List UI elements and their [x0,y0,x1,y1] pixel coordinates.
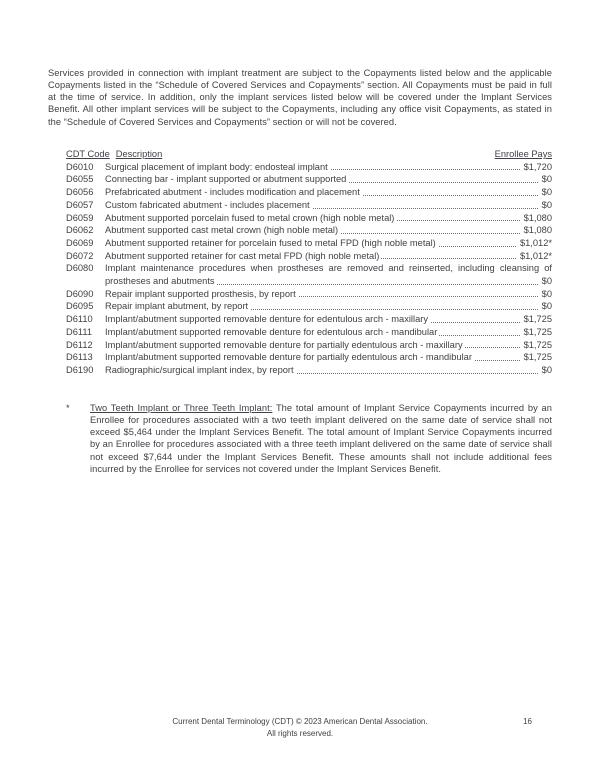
copyright-line2: All rights reserved. [266,728,334,738]
column-header-enrollee-pays: Enrollee Pays [494,149,552,159]
table-row [66,212,552,225]
row-amount: $0 [539,300,552,313]
row-amount: $1,012* [517,237,552,250]
cdt-code: D6190 [66,364,94,375]
row-amount: $0 [539,364,552,377]
row-description: Prefabricated abutment - includes modification and placement [105,187,360,198]
table-row [66,313,552,326]
column-header-cdt-code: CDT Code [66,149,110,159]
table-row [66,250,552,263]
row-description: Implant/abutment supported removable denture for edentulous arch - maxillary [105,314,428,325]
footnote-paragraph [90,402,552,475]
cdt-code: D6055 [66,174,94,185]
cdt-code: D6056 [66,187,94,198]
row-description: Implant/abutment supported removable denture for edentulous arch - mandibular [105,326,438,337]
page-number: 16 [523,717,532,726]
row-amount: $0 [539,288,552,301]
column-header-description: Description [115,149,163,159]
footnote-asterisk-marker: * [66,403,70,413]
row-amount: $0 [539,186,552,199]
table-header-row [66,148,552,161]
table-row [66,288,552,301]
copyright-line1: Current Dental Terminology (CDT) © 2023 American Dental Association. [172,717,428,726]
row-amount: $1,080 [521,224,552,237]
header-spacer [162,148,494,161]
cdt-code: D6059 [66,212,94,223]
row-amount: $1,725 [521,351,552,364]
cdt-code: D6111 [66,326,93,337]
cdt-code: D6010 [66,161,94,172]
row-amount: $0 [539,275,552,288]
table-row [66,339,552,352]
row-description: Radiographic/surgical implant index, by report [105,364,294,375]
table-row [66,224,552,237]
cdt-code: D6113 [66,352,93,363]
row-amount: $1,012* [517,250,552,263]
row-description: Implant maintenance procedures when prostheses are removed and reinserted, including cleansing of prostheses and abutments [105,263,552,287]
table-row [66,237,552,250]
table-row [66,300,552,313]
row-description: Repair implant supported prosthesis, by report [105,288,296,299]
footnote [66,402,552,475]
row-description: Implant/abutment supported removable denture for partially edentulous arch - mandibular [105,352,472,363]
row-amount: $0 [539,173,552,186]
row-amount: $0 [539,199,552,212]
row-description: Connecting bar - implant supported or abutment supported [105,174,347,185]
cdt-code: D6090 [66,288,94,299]
table-rows [66,161,552,377]
page-footer [0,716,600,740]
row-description: Surgical placement of implant body: endosteal implant [105,161,328,172]
footnote-body-text: The total amount of Implant Service Copayments incurred by an Enrollee for procedures associated with a two teeth implant delivered on the same date of service shall not exceed $5,464 under the Implant Services Benefit. The total amount of Implant Service Copayments incurred by an Enrollee for procedures associated with a three teeth implant delivered on the same date of service shall not exceed $7,644 under the Implant Services Benefit. These amounts shall not include additional fees incurred by the Enrollee for services not covered under the Implant Services Benefit. [90,403,552,474]
table-row [66,161,552,174]
cdt-code: D6110 [66,314,93,325]
row-description: Implant/abutment supported removable denture for partially edentulous arch - maxillary [105,339,463,350]
cdt-code: D6095 [66,301,94,312]
row-description: Abutment supported cast metal crown (high noble metal) [105,225,339,236]
row-amount: $1,725 [521,339,552,352]
row-amount: $1,080 [521,212,552,225]
row-amount: $1,725 [521,326,552,339]
intro-paragraph: Services provided in connection with implant treatment are subject to the Copayments listed below and the applicable Copayments listed in the “Schedule of Covered Services and Copayments” section. All Copayments must be paid in full at the time of service. In addition, only the implant services listed below will be covered under the Implant Services Benefit. All other implant services will be subject to the Copayments, including any office visit Copayments, as stated in the “Schedule of Covered Services and Copayments” section or will not be covered. [48,68,552,127]
row-description: Abutment supported retainer for cast metal FPD (high noble metal) [105,250,380,261]
copyright-notice [0,716,600,740]
table-row [66,173,552,186]
row-description: Custom fabricated abutment - includes placement [105,199,310,210]
table-row [66,262,552,287]
table-row [66,199,552,212]
table-row [66,364,552,377]
row-description: Abutment supported retainer for porcelain fused to metal FPD (high noble metal) [105,237,436,248]
footnote-title: Two Teeth Implant or Three Teeth Implant: [90,403,273,413]
cdt-code: D6112 [66,339,93,350]
table-row [66,186,552,199]
cdt-code: D6057 [66,199,94,210]
cdt-code: D6069 [66,237,94,248]
row-description: Abutment supported porcelain fused to metal crown (high noble metal) [105,212,395,223]
row-description: Repair implant abutment, by report [105,301,249,312]
row-amount: $1,720 [521,161,552,174]
cdt-code: D6072 [66,250,94,261]
cdt-code: D6062 [66,225,94,236]
row-amount: $1,725 [521,313,552,326]
table-row [66,351,552,364]
table-row [66,326,552,339]
cdt-fee-table [66,148,552,377]
cdt-code: D6080 [66,263,94,274]
